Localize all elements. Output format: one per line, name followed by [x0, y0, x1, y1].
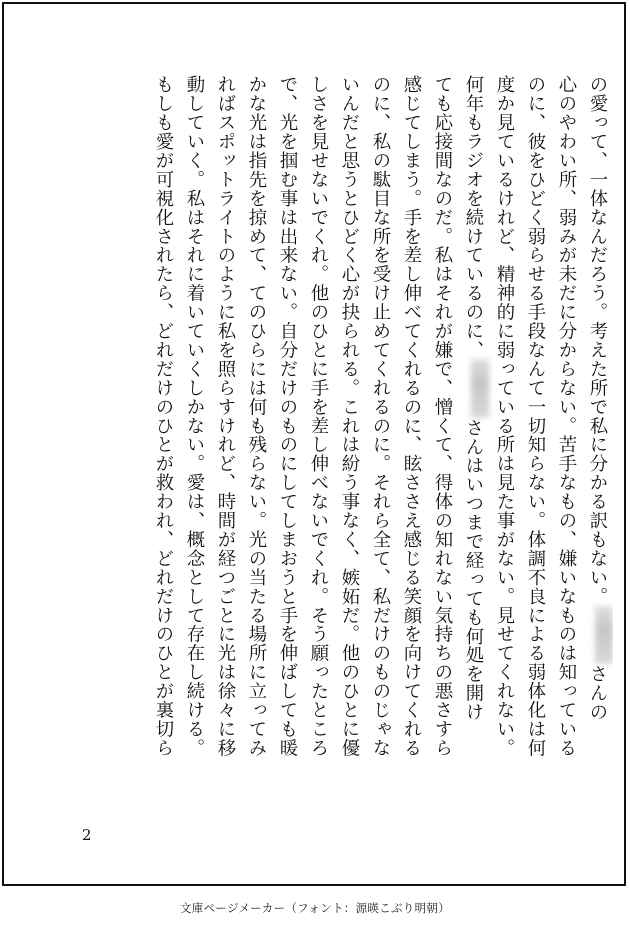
- footer-credit: 文庫ページメーカー（フォント：源暎こぶり明朝）: [179, 901, 451, 915]
- text-column: [303, 75, 334, 795]
- page-number: 2: [82, 826, 92, 844]
- text-segment: 何年もラジオを続けているのに、: [463, 75, 484, 360]
- text-segment: ればスポットライトのように私を照らすけれど、時間が経つごとに光は徐々に移: [215, 75, 236, 758]
- text-column: [365, 75, 396, 795]
- text-segment: のに、彼をひどく弱らせる手段なんて一切知らない。体調不良による弱体化は何: [525, 75, 546, 758]
- redacted-name: [471, 359, 489, 418]
- text-segment: もしも愛が可視化されたら、どれだけのひとが救われ、どれだけのひとが裏切ら: [153, 75, 174, 758]
- text-column: [241, 75, 272, 795]
- text-column: [179, 75, 210, 795]
- text-segment: の愛って、一体なんだろう。考えた所で私に分かる訳もない。: [587, 75, 608, 606]
- text-column: [520, 75, 551, 795]
- text-segment: 動していく。私はそれに着いていくしかない。愛は、概念として存在し続ける。: [184, 75, 205, 758]
- text-column: [148, 75, 179, 795]
- text-segment: で、光を掴む事は出来ない。自分だけのものにしてしまおうと手を伸ばしても暖: [277, 75, 298, 758]
- text-column: [272, 75, 303, 795]
- text-segment: かな光は指先を掠めて、てのひらには何も残らない。光の当たる場所に立ってみ: [246, 75, 267, 758]
- redacted-name: [595, 606, 613, 665]
- text-column: [489, 75, 520, 795]
- text-segment: 感じてしまう。手を差し伸べてくれるのに、眩ささえ感じる笑顔を向けてくれる: [401, 75, 422, 758]
- text-column: [334, 75, 365, 795]
- text-segment: しさを見せないでくれ。他のひとに手を差し伸べないでくれ。そう願ったところ: [308, 75, 329, 758]
- text-segment: 心のやわい所、弱みが未だに分からない。苦手なもの、嫌いなものは知っている: [556, 75, 577, 758]
- text-segment: ても応接間なのだ。私はそれが嫌で、憎くて、得体の知れない気持ちの悪さすら: [432, 75, 453, 758]
- text-column: [427, 75, 458, 795]
- vertical-text-body: [75, 75, 613, 795]
- text-segment: さんの: [587, 664, 608, 722]
- text-column: [210, 75, 241, 795]
- text-column: [458, 75, 489, 795]
- text-segment: いんだと思うとひどく心が抉られる。これは紛う事なく、嫉妬だ。他のひとに優: [339, 75, 360, 758]
- text-segment: のに、私の駄目な所を受け止めてくれるのに。それら全て、私だけのものじゃな: [370, 75, 391, 758]
- text-segment: さんはいつまで経っても何処を開け: [463, 418, 484, 722]
- text-column: [551, 75, 582, 795]
- text-segment: 度か見ているけれど、精神的に弱っている所は見た事がない。見せてくれない。: [494, 75, 515, 758]
- text-column: [396, 75, 427, 795]
- text-column: [582, 75, 613, 795]
